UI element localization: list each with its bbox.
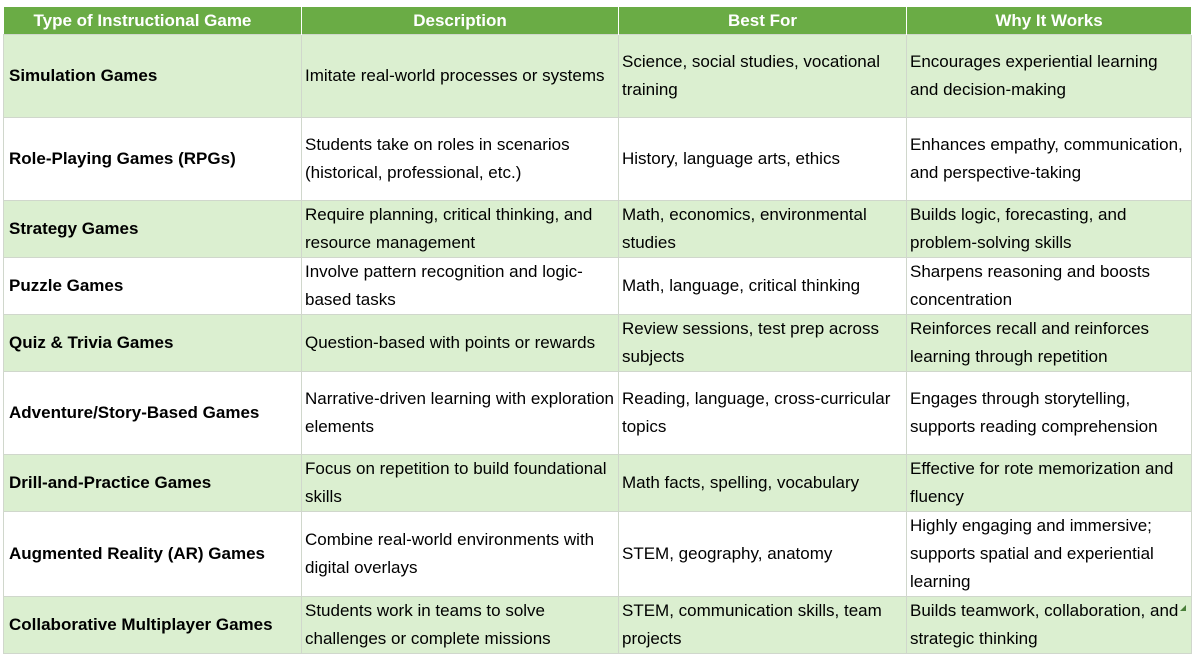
cell-why[interactable]: Builds logic, forecasting, and problem-solving skills: [907, 201, 1192, 258]
cell-why[interactable]: Builds teamwork, collaboration, and strategic thinking: [907, 597, 1192, 654]
cell-type[interactable]: Augmented Reality (AR) Games: [4, 512, 302, 597]
cell-best-for[interactable]: STEM, geography, anatomy: [619, 512, 907, 597]
table-row: [4, 118, 1192, 201]
cell-why[interactable]: Reinforces recall and reinforces learning through repetition: [907, 315, 1192, 372]
header-cell-type[interactable]: Type of Instructional Game: [4, 7, 302, 35]
cell-best-for[interactable]: Math facts, spelling, vocabulary: [619, 455, 907, 512]
table-row: [4, 597, 1192, 654]
cell-type[interactable]: Strategy Games: [4, 201, 302, 258]
cell-description[interactable]: Require planning, critical thinking, and resource management: [302, 201, 619, 258]
header-cell-best-for[interactable]: Best For: [619, 7, 907, 35]
cell-type[interactable]: Role-Playing Games (RPGs): [4, 118, 302, 201]
cell-description[interactable]: Imitate real-world processes or systems: [302, 35, 619, 118]
cell-type[interactable]: Drill-and-Practice Games: [4, 455, 302, 512]
instructional-games-table: [3, 7, 1192, 654]
cell-best-for[interactable]: Math, language, critical thinking: [619, 258, 907, 315]
cell-best-for[interactable]: Math, economics, environmental studies: [619, 201, 907, 258]
cell-type[interactable]: Quiz & Trivia Games: [4, 315, 302, 372]
cell-why[interactable]: Effective for rote memorization and fluency: [907, 455, 1192, 512]
cell-best-for[interactable]: Science, social studies, vocational training: [619, 35, 907, 118]
table-row: [4, 201, 1192, 258]
cell-description[interactable]: Focus on repetition to build foundational skills: [302, 455, 619, 512]
header-cell-description[interactable]: Description: [302, 7, 619, 35]
cell-description[interactable]: Combine real-world environments with digital overlays: [302, 512, 619, 597]
cell-why[interactable]: Engages through storytelling, supports reading comprehension: [907, 372, 1192, 455]
table-resize-handle[interactable]: [1180, 605, 1186, 611]
cell-description[interactable]: Students work in teams to solve challenges or complete missions: [302, 597, 619, 654]
cell-type[interactable]: Collaborative Multiplayer Games: [4, 597, 302, 654]
cell-description[interactable]: Involve pattern recognition and logic-based tasks: [302, 258, 619, 315]
cell-best-for[interactable]: STEM, communication skills, team projects: [619, 597, 907, 654]
cell-type[interactable]: Puzzle Games: [4, 258, 302, 315]
cell-why[interactable]: Sharpens reasoning and boosts concentration: [907, 258, 1192, 315]
header-row: [4, 7, 1192, 35]
cell-description[interactable]: Question-based with points or rewards: [302, 315, 619, 372]
cell-type[interactable]: Adventure/Story-Based Games: [4, 372, 302, 455]
cell-why[interactable]: Highly engaging and immersive; supports spatial and experiential learning: [907, 512, 1192, 597]
table-row: [4, 315, 1192, 372]
table-row: [4, 372, 1192, 455]
cell-description[interactable]: Narrative-driven learning with exploration elements: [302, 372, 619, 455]
cell-why[interactable]: Encourages experiential learning and decision-making: [907, 35, 1192, 118]
table-row: [4, 512, 1192, 597]
cell-description[interactable]: Students take on roles in scenarios (historical, professional, etc.): [302, 118, 619, 201]
cell-best-for[interactable]: Review sessions, test prep across subjects: [619, 315, 907, 372]
cell-best-for[interactable]: Reading, language, cross-curricular topics: [619, 372, 907, 455]
cell-why[interactable]: Enhances empathy, communication, and perspective-taking: [907, 118, 1192, 201]
cell-best-for[interactable]: History, language arts, ethics: [619, 118, 907, 201]
header-cell-why-it-works[interactable]: Why It Works: [907, 7, 1192, 35]
cell-type[interactable]: Simulation Games: [4, 35, 302, 118]
table-row: [4, 258, 1192, 315]
table-row: [4, 455, 1192, 512]
table-row: [4, 35, 1192, 118]
